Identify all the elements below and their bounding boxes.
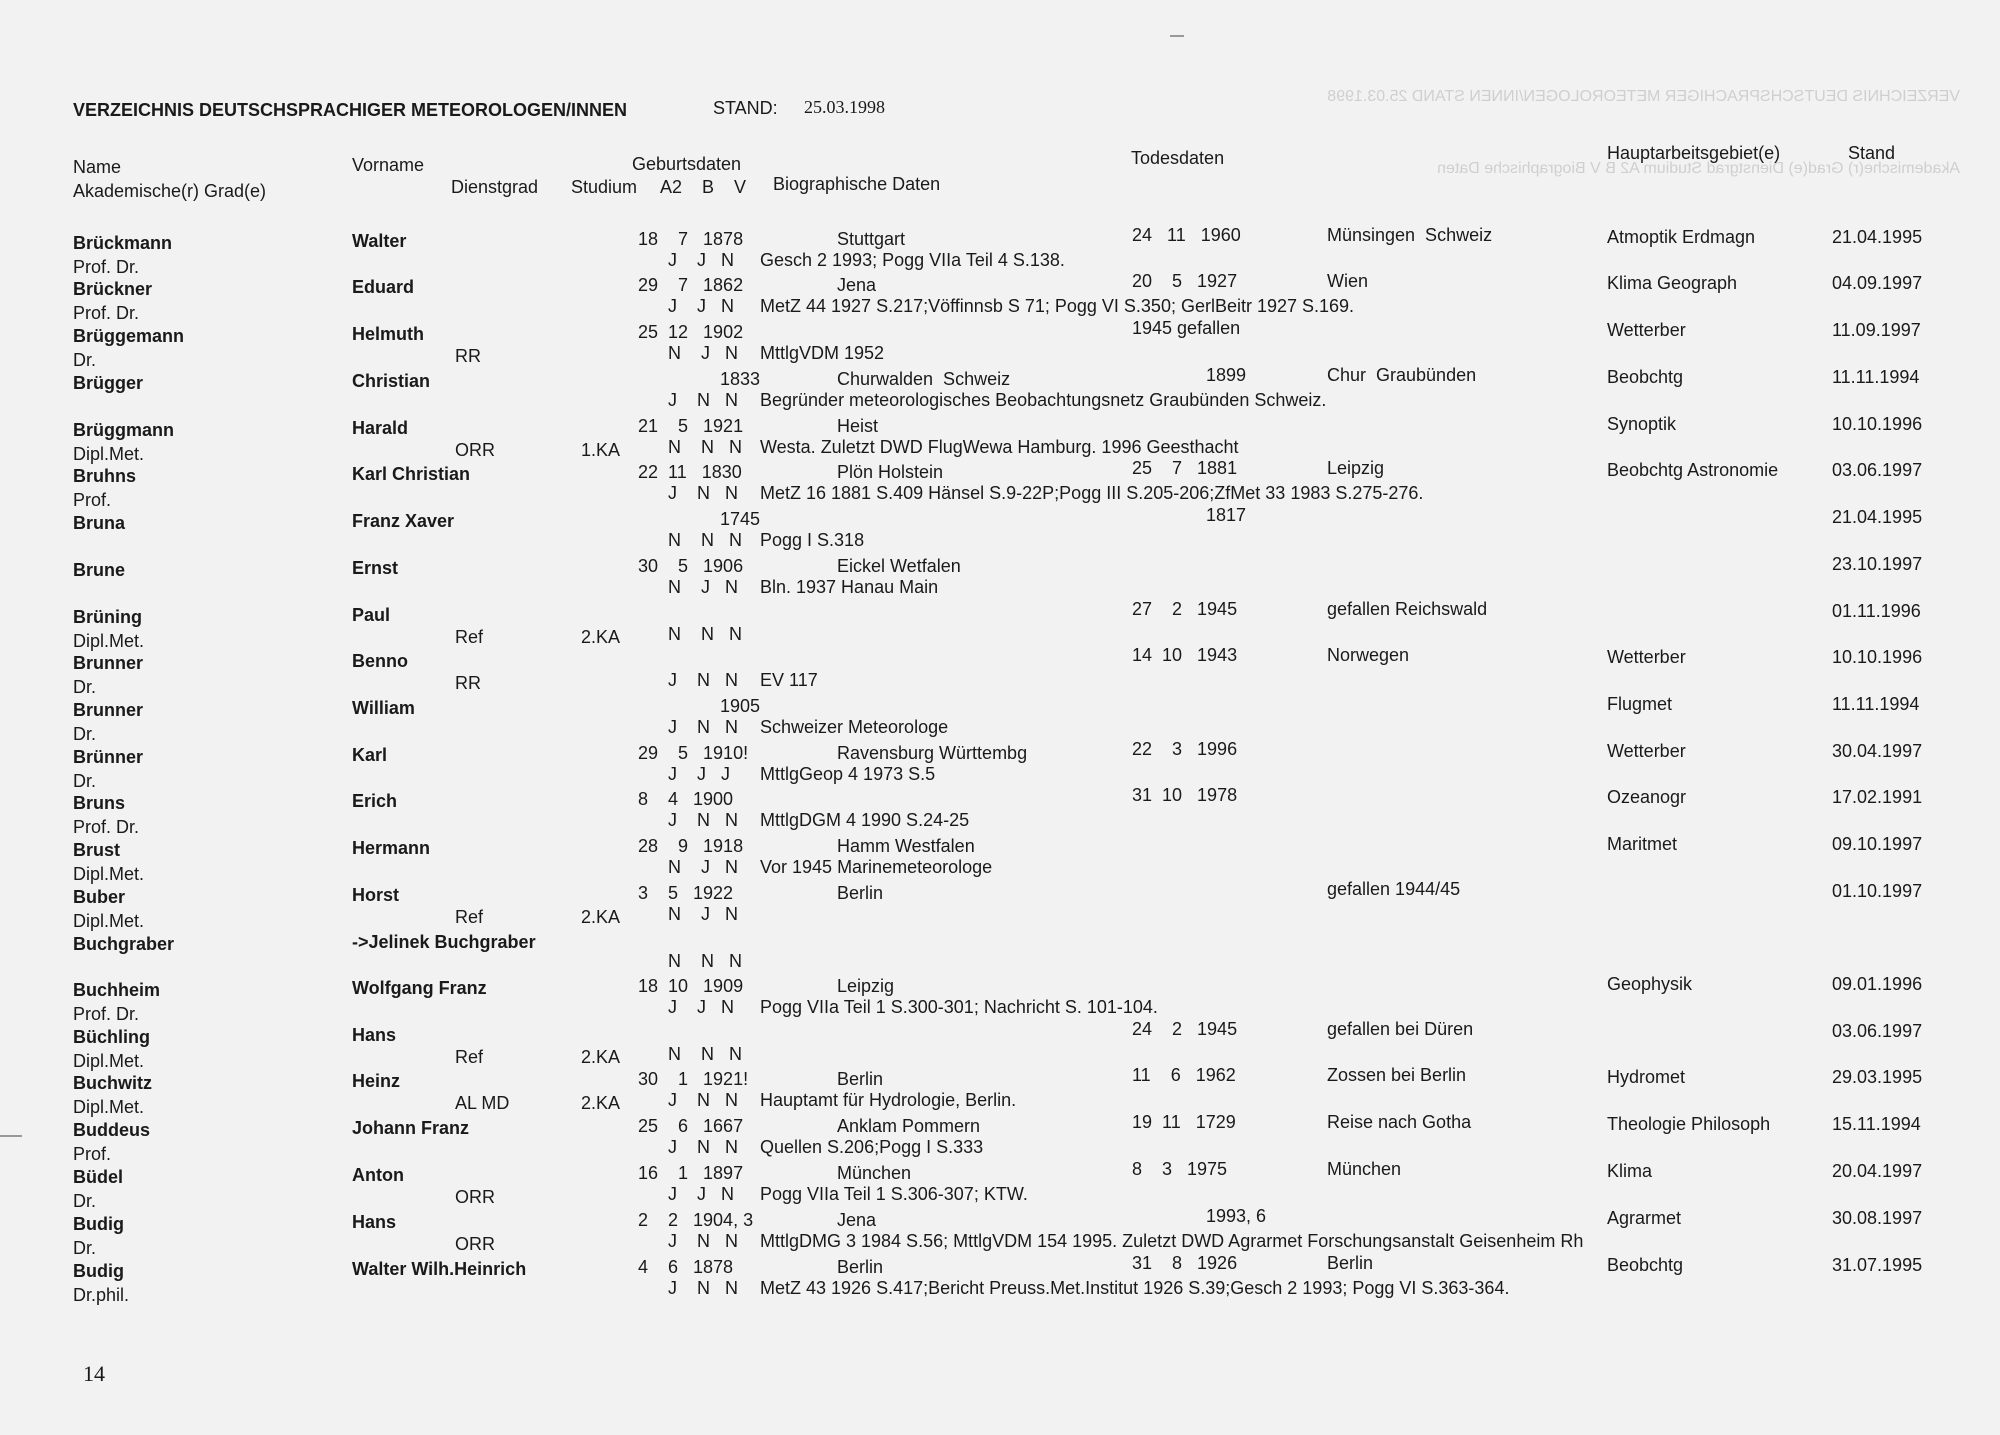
- entry-hauptgebiet: Maritmet: [1607, 834, 1678, 854]
- entry-dienstgrad: AL MD: [455, 1093, 510, 1113]
- entry-geburtsdatum: 18 7 1878: [638, 229, 744, 249]
- entry-vorname: William: [352, 698, 415, 718]
- entry-hauptgebiet: Flugmet: [1607, 694, 1673, 714]
- entry-flags: N N N: [668, 530, 743, 550]
- entry-geburtsdatum: 16 1 1897: [638, 1163, 744, 1183]
- entry-bio: MetZ 43 1926 S.417;Bericht Preuss.Met.Institut 1926 S.39;Gesch 2 1993; Pogg VI S.363-364.: [760, 1278, 1510, 1298]
- entry-grad: Dipl.Met.: [73, 1051, 145, 1071]
- entry-bio: MttlgDMG 3 1984 S.56; MttlgVDM 154 1995. Zuletzt DWD Agrarmet Forschungsanstalt Geisenheim Rh: [760, 1231, 1584, 1251]
- entry-todesdatum: 24 11 1960: [1132, 225, 1241, 245]
- header-todesdaten: Todesdaten: [1131, 148, 1225, 168]
- entry-hauptgebiet: Wetterber: [1607, 741, 1686, 761]
- entry-name: Budig: [73, 1214, 124, 1234]
- entry-grad: Prof. Dr.: [73, 817, 140, 837]
- entry-vorname: Benno: [352, 651, 408, 671]
- entry-bio: EV 117: [760, 670, 818, 690]
- document-title: VERZEICHNIS DEUTSCHSPRACHIGER METEOROLOGEN/INNEN: [73, 100, 628, 120]
- entry-geburtsort: Jena: [837, 275, 877, 295]
- entry-vorname: Hans: [352, 1025, 397, 1045]
- entry-vorname: Harald: [352, 418, 409, 438]
- entry-todesdatum: 22 3 1996: [1132, 739, 1238, 759]
- entry-stand: 11.09.1997: [1832, 320, 1921, 340]
- entry-vorname: Christian: [352, 371, 431, 391]
- entry-grad: Dr.: [73, 1238, 97, 1258]
- entry-stand: 23.10.1997: [1832, 554, 1923, 574]
- entry-hauptgebiet: Atmoptik Erdmagn: [1607, 227, 1756, 247]
- entry-hauptgebiet: Beobchtg: [1607, 1255, 1684, 1275]
- entry-bio: Vor 1945 Marinemeteorologe: [760, 857, 993, 877]
- entry-vorname: Karl: [352, 745, 388, 765]
- show-through-text: Akademische(r) Grad(e) Dienstgrad Studium A2 B V Biographische Daten: [1437, 160, 1960, 177]
- entry-name: Brüggemann: [73, 326, 185, 346]
- header-akad: Akademische(r) Grad(e): [73, 181, 267, 201]
- entry-grad: Dipl.Met.: [73, 864, 145, 884]
- entry-geburtsdatum: 30 1 1921!: [638, 1069, 749, 1089]
- entry-todesort: gefallen bei Düren: [1327, 1019, 1474, 1039]
- entry-stand: 10.10.1996: [1832, 647, 1923, 667]
- entry-bio: Pogg I S.318: [760, 530, 865, 550]
- entry-todesdatum: 1899: [1206, 365, 1247, 385]
- entry-stand: 30.04.1997: [1832, 741, 1923, 761]
- entry-flags: J N N: [668, 717, 739, 737]
- header-vorname: Vorname: [352, 155, 425, 175]
- entry-todesdatum: 1945 gefallen: [1132, 318, 1241, 338]
- entry-stand: 03.06.1997: [1832, 1021, 1923, 1041]
- entry-grad: Dr.: [73, 1191, 97, 1211]
- entry-geburtsort: Berlin: [837, 1257, 884, 1277]
- stand-label: STAND:: [713, 98, 778, 118]
- entry-geburtsort: Leipzig: [837, 976, 895, 996]
- entry-geburtsort: Heist: [837, 416, 879, 436]
- entry-vorname: Helmuth: [352, 324, 424, 344]
- entry-stand: 10.10.1996: [1832, 414, 1923, 434]
- entry-bio: Pogg VIIa Teil 1 S.300-301; Nachricht S. 101-104.: [760, 997, 1158, 1017]
- entry-todesort: Reise nach Gotha: [1327, 1112, 1472, 1132]
- entry-bio: Bln. 1937 Hanau Main: [760, 577, 939, 597]
- entry-hauptgebiet: Agrarmet: [1607, 1208, 1682, 1228]
- entry-name: Brunner: [73, 653, 144, 673]
- entry-name: Brune: [73, 560, 126, 580]
- header-dienstgrad: Dienstgrad: [451, 177, 539, 197]
- entry-todesdatum: 31 8 1926: [1132, 1253, 1238, 1273]
- entry-vorname: Hermann: [352, 838, 431, 858]
- entry-studium: 2.KA: [581, 1047, 621, 1067]
- entry-dienstgrad: Ref: [455, 907, 484, 927]
- entry-geburtsort: Eickel Wetfalen: [837, 556, 961, 576]
- entry-flags: J J N: [668, 997, 735, 1017]
- entry-hauptgebiet: Ozeanogr: [1607, 787, 1687, 807]
- entry-name: Buchheim: [73, 980, 161, 1000]
- entry-hauptgebiet: Wetterber: [1607, 320, 1686, 340]
- entry-flags: N N N: [668, 624, 743, 644]
- entry-name: Bruns: [73, 793, 126, 813]
- entry-vorname: Walter: [352, 231, 407, 251]
- entry-vorname: Horst: [352, 885, 400, 905]
- entry-stand: 09.10.1997: [1832, 834, 1923, 854]
- entry-todesort: München: [1327, 1159, 1402, 1179]
- entry-hauptgebiet: Beobchtg: [1607, 367, 1684, 387]
- entry-hauptgebiet: Wetterber: [1607, 647, 1686, 667]
- entry-bio: Westa. Zuletzt DWD FlugWewa Hamburg. 1996 Geesthacht: [760, 437, 1239, 457]
- entry-geburtsdatum: 25 12 1902: [638, 322, 744, 342]
- entry-geburtsort: Berlin: [837, 1069, 884, 1089]
- scan-speck: [0, 1135, 22, 1137]
- entry-flags: N J N: [668, 577, 739, 597]
- entry-bio: MttlgDGM 4 1990 S.24-25: [760, 810, 970, 830]
- entry-name: Brüggmann: [73, 420, 174, 440]
- entry-vorname: Eduard: [352, 277, 415, 297]
- entry-vorname: Paul: [352, 605, 391, 625]
- entry-name: Budig: [73, 1261, 124, 1281]
- entry-vorname: ->Jelinek Buchgraber: [352, 932, 536, 952]
- entry-bio: MttlgGeop 4 1973 S.5: [760, 764, 936, 784]
- entry-flags: N N N: [668, 437, 743, 457]
- entry-stand: 11.11.1994: [1832, 367, 1920, 387]
- header-geburtsdaten: Geburtsdaten: [632, 154, 742, 174]
- show-through-text: VERZEICHNIS DEUTSCHSPRACHIGER METEOROLOGEN/INNEN STAND 25.03.1998: [1327, 88, 1960, 105]
- entry-geburtsdatum: 1745: [720, 509, 761, 529]
- entry-todesdatum: 27 2 1945: [1132, 599, 1238, 619]
- entry-name: Brückner: [73, 279, 153, 299]
- entry-todesdatum: 1817: [1206, 505, 1247, 525]
- entry-geburtsdatum: 3 5 1922: [638, 883, 734, 903]
- entry-geburtsort: Plön Holstein: [837, 462, 944, 482]
- entry-geburtsdatum: 8 4 1900: [638, 789, 734, 809]
- entry-todesort: Berlin: [1327, 1253, 1374, 1273]
- entry-todesort: gefallen Reichswald: [1327, 599, 1488, 619]
- entry-todesdatum: 19 11 1729: [1132, 1112, 1236, 1132]
- entry-grad: Dr.phil.: [73, 1285, 130, 1305]
- entry-geburtsort: München: [837, 1163, 912, 1183]
- entry-grad: Prof. Dr.: [73, 1004, 140, 1024]
- entry-name: Bruhns: [73, 466, 136, 486]
- entry-stand: 03.06.1997: [1832, 460, 1923, 480]
- entry-todesdatum: 11 6 1962: [1132, 1065, 1236, 1085]
- entry-flags: J N N: [668, 483, 739, 503]
- entry-bio: Hauptamt für Hydrologie, Berlin.: [760, 1090, 1017, 1110]
- entry-geburtsdatum: 4 6 1878: [638, 1257, 734, 1277]
- entry-name: Buchgraber: [73, 934, 175, 954]
- entry-flags: J N N: [668, 810, 739, 830]
- entry-todesort: Wien: [1327, 271, 1369, 291]
- entry-hauptgebiet: Beobchtg Astronomie: [1607, 460, 1779, 480]
- entry-grad: Dipl.Met.: [73, 911, 145, 931]
- header-hauptarbeitsgebiete: Hauptarbeitsgebiet(e): [1607, 143, 1781, 163]
- entry-geburtsort: Churwalden Schweiz: [837, 369, 1011, 389]
- entry-stand: 09.01.1996: [1832, 974, 1923, 994]
- entry-vorname: Anton: [352, 1165, 404, 1185]
- entry-vorname: Wolfgang Franz: [352, 978, 487, 998]
- entry-geburtsdatum: 25 6 1667: [638, 1116, 744, 1136]
- entry-todesort: Chur Graubünden: [1327, 365, 1477, 385]
- entry-stand: 20.04.1997: [1832, 1161, 1923, 1181]
- entry-grad: Dipl.Met.: [73, 1097, 145, 1117]
- entry-stand: 01.11.1996: [1832, 601, 1921, 621]
- entry-bio: Begründer meteorologisches Beobachtungsnetz Graubünden Schweiz.: [760, 390, 1327, 410]
- entry-stand: 21.04.1995: [1832, 507, 1923, 527]
- entry-vorname: Ernst: [352, 558, 399, 578]
- entry-todesdatum: 20 5 1927: [1132, 271, 1238, 291]
- page-number: 14: [83, 1361, 105, 1386]
- entry-hauptgebiet: Klima: [1607, 1161, 1653, 1181]
- entry-grad: Prof. Dr.: [73, 257, 140, 277]
- entry-vorname: Heinz: [352, 1071, 401, 1091]
- entry-geburtsort: Anklam Pommern: [837, 1116, 981, 1136]
- entry-todesort: Münsingen Schweiz: [1327, 225, 1493, 245]
- entry-vorname: Karl Christian: [352, 464, 471, 484]
- entry-grad: Dr.: [73, 724, 97, 744]
- entry-geburtsdatum: 18 10 1909: [638, 976, 744, 996]
- entry-todesort: gefallen 1944/45: [1327, 879, 1461, 899]
- entry-geburtsdatum: 2 2 1904, 3: [638, 1210, 754, 1230]
- entry-todesdatum: 14 10 1943: [1132, 645, 1238, 665]
- entry-dienstgrad: ORR: [455, 1234, 495, 1254]
- entry-flags: J N N: [668, 1231, 739, 1251]
- entry-stand: 21.04.1995: [1832, 227, 1923, 247]
- entry-flags: N N N: [668, 951, 743, 971]
- entry-stand: 29.03.1995: [1832, 1067, 1923, 1087]
- entry-dienstgrad: RR: [455, 346, 481, 366]
- entry-todesdatum: 8 3 1975: [1132, 1159, 1228, 1179]
- entry-geburtsdatum: 22 11 1830: [638, 462, 742, 482]
- entry-flags: J N N: [668, 1278, 739, 1298]
- entry-flags: J N N: [668, 1137, 739, 1157]
- entry-todesort: Norwegen: [1327, 645, 1410, 665]
- stand-date: 25.03.1998: [804, 97, 885, 117]
- entry-geburtsdatum: 28 9 1918: [638, 836, 744, 856]
- entry-flags: J N N: [668, 1090, 739, 1110]
- entry-name: Brüning: [73, 607, 142, 627]
- entry-geburtsdatum: 1833: [720, 369, 761, 389]
- entry-vorname: Hans: [352, 1212, 397, 1232]
- entry-studium: 1.KA: [581, 440, 621, 460]
- entry-flags: J J J: [668, 764, 731, 784]
- entry-dienstgrad: ORR: [455, 1187, 495, 1207]
- entry-grad: Dr.: [73, 771, 97, 791]
- entry-name: Buber: [73, 887, 126, 907]
- entry-hauptgebiet: Hydromet: [1607, 1067, 1686, 1087]
- entry-flags: N J N: [668, 857, 739, 877]
- header-stand: Stand: [1848, 143, 1896, 163]
- entry-dienstgrad: Ref: [455, 627, 484, 647]
- entry-name: Büchling: [73, 1027, 150, 1047]
- entry-name: Brügger: [73, 373, 144, 393]
- entry-name: Buddeus: [73, 1120, 151, 1140]
- entry-geburtsort: Jena: [837, 1210, 877, 1230]
- entry-stand: 15.11.1994: [1832, 1114, 1921, 1134]
- entry-geburtsort: Berlin: [837, 883, 884, 903]
- entry-hauptgebiet: Geophysik: [1607, 974, 1693, 994]
- entry-dienstgrad: RR: [455, 673, 481, 693]
- entry-studium: 2.KA: [581, 907, 621, 927]
- entry-bio: Schweizer Meteorologe: [760, 717, 949, 737]
- entry-todesdatum: 25 7 1881: [1132, 458, 1238, 478]
- entry-flags: N N N: [668, 1044, 743, 1064]
- header-name: Name: [73, 157, 122, 177]
- entry-name: Brückmann: [73, 233, 173, 253]
- entry-flags: J J N: [668, 296, 735, 316]
- entry-stand: 01.10.1997: [1832, 881, 1923, 901]
- header-studium: Studium: [571, 177, 638, 197]
- entry-vorname: Erich: [352, 791, 398, 811]
- entry-flags: N J N: [668, 904, 739, 924]
- entry-stand: 11.11.1994: [1832, 694, 1920, 714]
- entry-geburtsdatum: 1905: [720, 696, 761, 716]
- entry-geburtsdatum: 30 5 1906: [638, 556, 744, 576]
- entry-geburtsdatum: 29 7 1862: [638, 275, 744, 295]
- entry-geburtsdatum: 29 5 1910!: [638, 743, 749, 763]
- entry-todesdatum: 31 10 1978: [1132, 785, 1238, 805]
- entry-hauptgebiet: Theologie Philosoph: [1607, 1114, 1771, 1134]
- entry-flags: N J N: [668, 343, 739, 363]
- entry-todesort: Zossen bei Berlin: [1327, 1065, 1467, 1085]
- entry-grad: Dr.: [73, 677, 97, 697]
- entry-bio: MetZ 16 1881 S.409 Hänsel S.9-22P;Pogg III S.205-206;ZfMet 33 1983 S.275-276.: [760, 483, 1424, 503]
- header-flags: A2 B V: [660, 177, 747, 197]
- entry-name: Büdel: [73, 1167, 124, 1187]
- entry-studium: 2.KA: [581, 627, 621, 647]
- entry-dienstgrad: ORR: [455, 440, 495, 460]
- entry-bio: Quellen S.206;Pogg I S.333: [760, 1137, 984, 1157]
- entry-stand: 17.02.1991: [1832, 787, 1923, 807]
- entry-bio: Gesch 2 1993; Pogg VIIa Teil 4 S.138.: [760, 250, 1065, 270]
- entry-geburtsort: Stuttgart: [837, 229, 906, 249]
- entry-bio: MetZ 44 1927 S.217;Vöffinnsb S 71; Pogg VI S.350; GerlBeitr 1927 S.169.: [760, 296, 1355, 316]
- entry-vorname: Franz Xaver: [352, 511, 455, 531]
- entry-bio: MttlgVDM 1952: [760, 343, 885, 363]
- entry-studium: 2.KA: [581, 1093, 621, 1113]
- entry-name: Brunner: [73, 700, 144, 720]
- entry-vorname: Johann Franz: [352, 1118, 470, 1138]
- entry-flags: J J N: [668, 1184, 735, 1204]
- entry-flags: J N N: [668, 670, 739, 690]
- entry-hauptgebiet: Synoptik: [1607, 414, 1677, 434]
- entry-grad: Dipl.Met.: [73, 631, 145, 651]
- header-biographische-daten: Biographische Daten: [773, 174, 941, 194]
- entry-todesort: Leipzig: [1327, 458, 1385, 478]
- entry-flags: J N N: [668, 390, 739, 410]
- entry-grad: Prof.: [73, 1144, 112, 1164]
- entry-todesdatum: 1993, 6: [1206, 1206, 1267, 1226]
- entry-vorname: Walter Wilh.Heinrich: [352, 1259, 527, 1279]
- entry-name: Buchwitz: [73, 1073, 152, 1093]
- entry-flags: J J N: [668, 250, 735, 270]
- entry-grad: Dipl.Met.: [73, 444, 145, 464]
- entry-grad: Prof.: [73, 490, 112, 510]
- entry-geburtsort: Hamm Westfalen: [837, 836, 975, 856]
- entry-geburtsdatum: 21 5 1921: [638, 416, 744, 436]
- entry-stand: 04.09.1997: [1832, 273, 1923, 293]
- entry-grad: Prof. Dr.: [73, 303, 140, 323]
- entry-todesdatum: 24 2 1945: [1132, 1019, 1238, 1039]
- entry-name: Bruna: [73, 513, 126, 533]
- entry-stand: 31.07.1995: [1832, 1255, 1923, 1275]
- entry-stand: 30.08.1997: [1832, 1208, 1923, 1228]
- entry-grad: Dr.: [73, 350, 97, 370]
- entry-name: Brünner: [73, 747, 144, 767]
- scan-speck: [1170, 35, 1184, 37]
- entry-bio: Pogg VIIa Teil 1 S.306-307; KTW.: [760, 1184, 1028, 1204]
- entry-dienstgrad: Ref: [455, 1047, 484, 1067]
- entry-name: Brust: [73, 840, 121, 860]
- entry-geburtsort: Ravensburg Württembg: [837, 743, 1028, 763]
- entry-hauptgebiet: Klima Geograph: [1607, 273, 1738, 293]
